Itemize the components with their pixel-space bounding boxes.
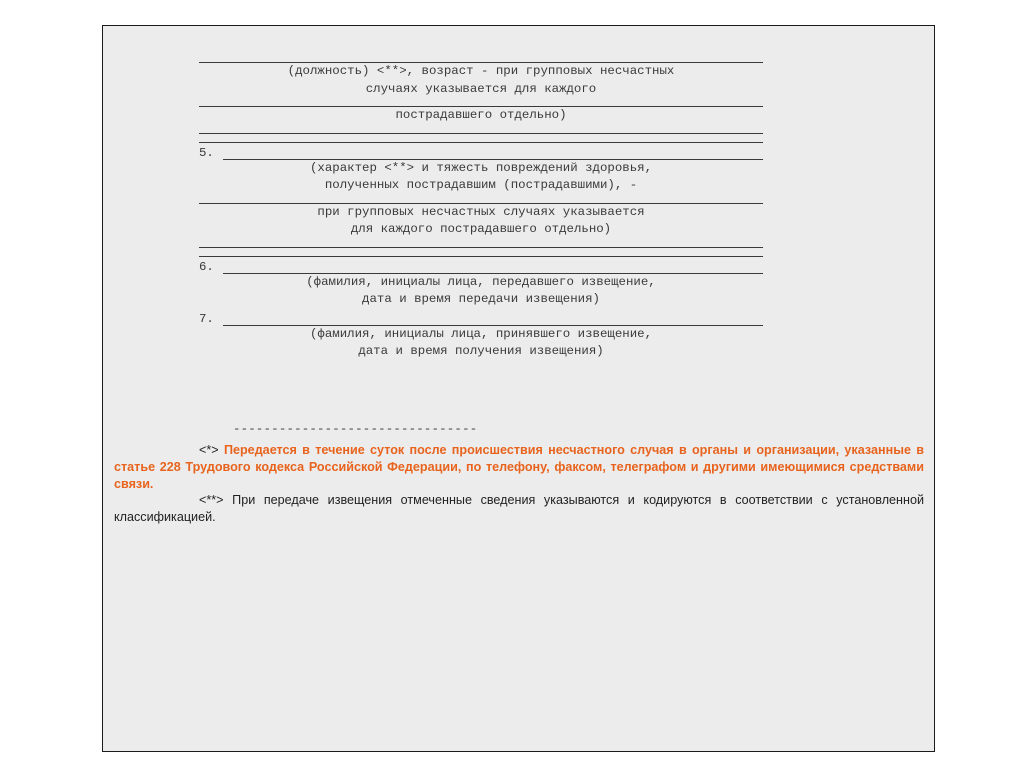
- caption-group-cases: случаях указывается для каждого: [365, 81, 597, 96]
- caption-received-by-victim: полученных пострадавшим (пострадавшими), -: [324, 178, 638, 192]
- footnote-1-text: Передается в течение суток после происшествия несчастного случая в органы и организации, указанные в статье 228 Трудового кодекса Российской Федерации, по телефону, факсом, телеграфом и другими имеющимися средствами связи.: [114, 443, 925, 492]
- slide-panel: [102, 25, 935, 752]
- item-6: [199, 257, 763, 274]
- item-5-field: [223, 147, 763, 160]
- footnote-1-mark: <*>: [199, 443, 219, 457]
- item-7-field: [223, 313, 763, 326]
- caption-injury-nature: (характер <**> и тяжесть повреждений здоровья,: [309, 160, 653, 175]
- blank-line: [199, 134, 763, 143]
- footnote-2: [114, 492, 924, 526]
- item-7: [199, 309, 763, 326]
- blank-line: [199, 98, 763, 107]
- caption-each-victim: для каждого пострадавшего отдельно): [350, 222, 612, 236]
- caption-sender: (фамилия, инициалы лица, передавшего извещение,: [306, 274, 656, 289]
- footnote-1: [114, 442, 924, 494]
- blank-line: [199, 195, 763, 204]
- blank-line: [199, 248, 763, 257]
- blank-line: [199, 54, 763, 63]
- caption-receiver: (фамилия, инициалы лица, принявшего извещение,: [309, 326, 653, 341]
- caption-position-age: (должность) <**>, возраст - при групповых несчастных: [287, 64, 675, 78]
- item-6-number: 6.: [199, 259, 214, 274]
- footnote-2-text: При передаче извещения отмеченные сведения указываются и кодируются в соответствии с установленной классификацией.: [114, 493, 924, 525]
- item-5: [199, 143, 763, 160]
- caption-group-cases-2: при групповых несчастных случаях указывается: [317, 204, 645, 219]
- blank-line: [199, 239, 763, 248]
- item-5-number: 5.: [199, 145, 214, 160]
- footnote-separator: --------------------------------: [233, 422, 478, 436]
- item-7-number: 7.: [199, 311, 214, 326]
- caption-send-datetime: дата и время передачи извещения): [362, 292, 600, 306]
- caption-receive-datetime: дата и время получения извещения): [358, 344, 604, 358]
- footnote-2-mark: <**>: [199, 493, 224, 507]
- caption-victim-separately: пострадавшего отдельно): [395, 108, 567, 122]
- notice-form: [199, 54, 763, 361]
- blank-line: [199, 125, 763, 134]
- item-6-field: [223, 261, 763, 274]
